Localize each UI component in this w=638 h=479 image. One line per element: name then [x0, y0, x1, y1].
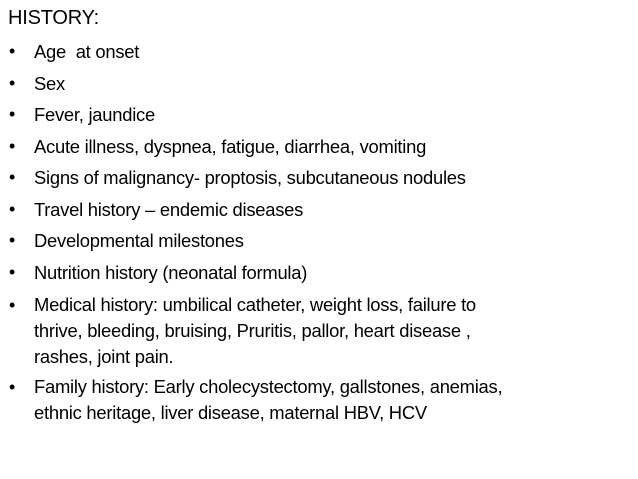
list-item-line: rashes, joint pain.	[34, 346, 174, 367]
bullet-icon: •	[9, 261, 16, 282]
list-item-text: Travel history – endemic diseases	[34, 198, 304, 220]
list-item-text: Developmental milestones	[34, 230, 244, 251]
list-item-line: Medical history: umbilical catheter, weight loss, failure to	[34, 294, 476, 315]
bullet-icon: •	[9, 198, 16, 219]
bullet-icon: •	[9, 230, 16, 250]
list-item-text: Nutrition history (neonatal formula)	[34, 261, 308, 283]
bullet-icon: •	[9, 135, 16, 156]
list-item-text: Acute illness, dyspnea, fatigue, diarrhea, vomiting	[34, 135, 427, 157]
list-item-text: Fever, jaundice	[34, 104, 155, 125]
list-item	[8, 374, 634, 426]
list-item	[8, 229, 634, 252]
list-item	[8, 72, 634, 95]
list-item	[8, 103, 634, 126]
bullet-icon: •	[9, 167, 16, 187]
list-item-text: Signs of malignancy- proptosis, subcutaneous nodules	[34, 167, 466, 188]
list-item	[8, 166, 634, 189]
list-item-line: ethnic heritage, liver disease, maternal HBV, HCV	[34, 402, 427, 423]
slide-title: HISTORY:	[8, 7, 100, 29]
list-item	[8, 261, 634, 284]
bullet-icon: •	[9, 295, 16, 315]
list-item-text: Age at onset	[34, 41, 140, 62]
bullet-icon: •	[9, 377, 16, 397]
list-item	[8, 292, 634, 370]
bullet-list	[8, 40, 634, 430]
list-item	[8, 198, 634, 221]
bullet-icon: •	[9, 41, 16, 61]
bullet-icon: •	[9, 72, 16, 93]
list-item-text: Sex	[34, 72, 65, 94]
list-item-line: Family history: Early cholecystectomy, gallstones, anemias,	[34, 376, 503, 397]
list-item	[8, 135, 634, 158]
list-item	[8, 40, 634, 63]
bullet-icon: •	[9, 104, 16, 124]
list-item-line: thrive, bleeding, bruising, Pruritis, pallor, heart disease ,	[34, 320, 471, 341]
